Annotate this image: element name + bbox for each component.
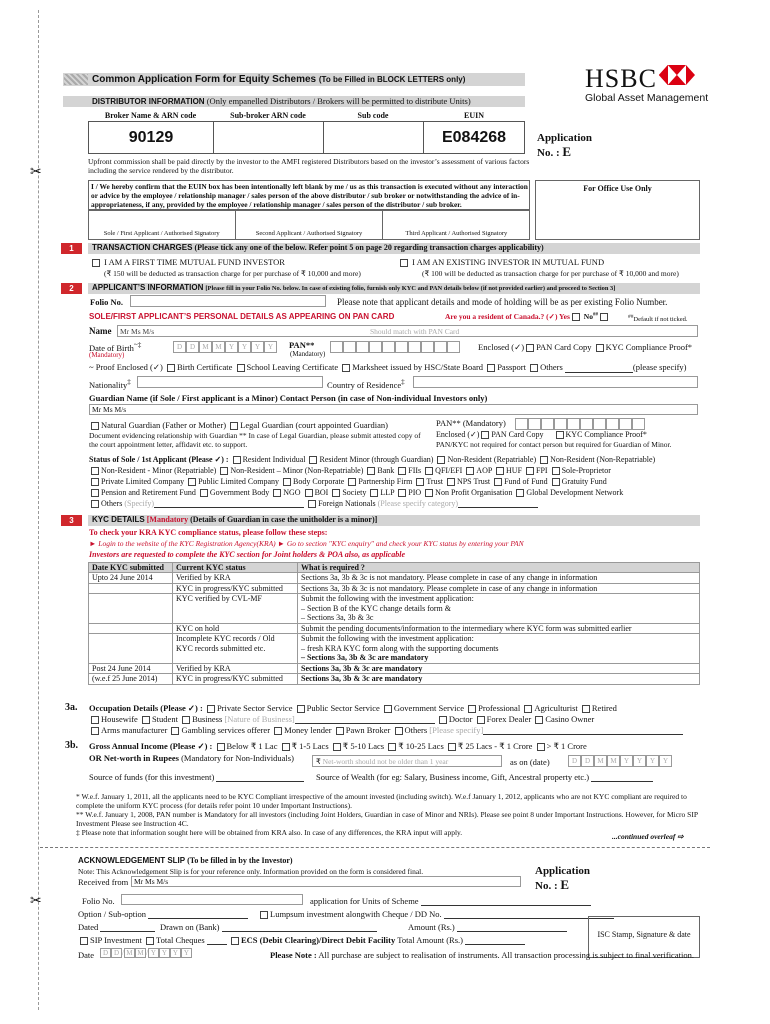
sign2-label: Second Applicant / Authorised Signatory (255, 230, 363, 237)
occupation-checkbox[interactable] (207, 705, 215, 713)
guardian-name-input[interactable]: Mr Ms M/s (89, 404, 698, 415)
status-checkbox[interactable] (91, 489, 99, 497)
status-checkbox[interactable] (91, 467, 99, 475)
footnotes: * W.e.f. January 1, 2011, all the applicants need to be KYC Compliant irrespective of the amount invested (including switch). W.e.f January 1, 2012, applicants who are not KYC compliant are required to complete the uniform KYC process (for details refer point 10 under Important Instructions). ** W.e.f. January 1, 2008, PAN number is Mandatory for all investors (including Joint Holders, Guardian in case of Minor and NRIs). Please see point 8 under Important Instructions. However, for Micro SIP Investment Please see Instruction 4C. ‡ Please note that information sought here will be obtained from KRA also. In case of any differences, the KRA input will apply. (76, 792, 698, 837)
status-checkbox[interactable] (516, 489, 524, 497)
occupation-checkbox[interactable] (171, 727, 179, 735)
marksheet-checkbox[interactable] (342, 364, 350, 372)
status-checkbox[interactable] (494, 478, 502, 486)
folio-input[interactable] (130, 295, 326, 307)
arn-code[interactable]: 90129 (89, 122, 214, 153)
occupation-checkbox[interactable] (91, 716, 99, 724)
occupation-checkbox[interactable] (535, 716, 543, 724)
hexagon-logo-icon (659, 65, 695, 85)
income-checkbox[interactable] (217, 743, 225, 751)
status-checkbox[interactable] (526, 467, 534, 475)
status-checkbox[interactable] (425, 489, 433, 497)
existing-investor-checkbox[interactable] (400, 259, 408, 267)
ack-folio-input[interactable] (121, 894, 303, 905)
status-checkbox[interactable] (188, 478, 196, 486)
section-3-tag: 3 (61, 515, 82, 526)
section-2-tag: 2 (61, 283, 82, 294)
sip-checkbox[interactable] (80, 937, 88, 945)
residence-input[interactable] (413, 376, 698, 388)
status-checkbox[interactable] (398, 467, 406, 475)
application-number: E (562, 144, 572, 159)
income-checkbox[interactable] (537, 743, 545, 751)
hsbc-logo: HSBC Global Asset Management (585, 64, 709, 104)
isc-stamp-label: ISC Stamp, Signature & date (597, 930, 691, 939)
birth-certificate-checkbox[interactable] (167, 364, 175, 372)
office-use-label: For Office Use Only (583, 184, 652, 193)
occupation-checkbox[interactable] (384, 705, 392, 713)
pan-input[interactable] (330, 341, 460, 355)
occupation-checkbox[interactable] (182, 716, 190, 724)
cut-line-h (40, 847, 710, 848)
scissors-icon: ✂ (30, 165, 42, 180)
natural-guardian-checkbox[interactable] (91, 422, 99, 430)
scissors-icon: ✂ (30, 894, 42, 909)
status-checkbox[interactable] (233, 456, 241, 464)
form-title: Common Application Form for Equity Schemes (92, 74, 317, 85)
occupation-checkbox[interactable] (524, 705, 532, 713)
application-label: Application (537, 132, 593, 144)
subbroker-arn-field[interactable] (214, 122, 324, 153)
school-leaving-checkbox[interactable] (237, 364, 245, 372)
name-input[interactable]: Mr Ms M/s Should match with PAN Card (117, 325, 698, 337)
others-proof-checkbox[interactable] (530, 364, 538, 372)
occupation-checkbox[interactable] (336, 727, 344, 735)
status-checkbox[interactable] (309, 456, 317, 464)
income-checkbox[interactable] (282, 743, 290, 751)
status-checkbox[interactable] (367, 467, 375, 475)
euin-declaration: I / We hereby confirm that the EUIN box has been intentionally left blank by me / us as this transaction is executed without any interaction or advice by the employee / relationship manager / sales person of the above distributor / sub broker or notwithstanding the advice of in-appropriateness, if any, provided by the employee / relationship manager / sales person of the distributor / sub broker. (91, 182, 528, 209)
kyc-table: Date KYC submitted Current KYC status What is required ? Upto 24 June 2014 Verified by KRA Sections 3a, 3b & 3c is not mandatory. Please complete in case of any change in information KYC in progress/KYC submitted Sections 3a, 3b & 3c is not mandatory. Please complete in case of any change in information KYC verified by CVL-MF Submit the following with the investment application: – Section B of the KYC change details form & – Sections 3a, 3b & 3c KYC on hold Submit the pending documents/information to the intermediary where KYC form was submitted earlier Incomplete KYC records / Old KYC records submitted etc. Submit the following with the investment application: – fresh KRA KYC form along with the supporting documents – Sections 3a, 3b & 3c are mandatory Post 24 June 2014 Verified by KRA Sections 3a, 3b & 3c are mandatory (w.e.f 25 June 2014) KYC in progress/KYC submitted Sections 3a, 3b & 3c are mandatory (88, 562, 700, 685)
upfront-note: Upfront commission shall be paid directly by the investor to the AMFI registered Distributors based on the investor’s assessment of various factors including the service rendered by the distributor. (88, 157, 530, 175)
status-checkbox[interactable] (283, 478, 291, 486)
dob-input[interactable]: D D M M Y Y Y Y (173, 341, 277, 353)
legal-guardian-checkbox[interactable] (230, 422, 238, 430)
income-checkbox[interactable] (333, 743, 341, 751)
occupation-checkbox[interactable] (439, 716, 447, 724)
ecs-checkbox[interactable] (231, 937, 239, 945)
occupation-checkbox[interactable] (395, 727, 403, 735)
distributor-table: Broker Name & ARN code Sub-broker ARN code Sub code EUIN (104, 110, 484, 120)
kyc-proof-checkbox[interactable] (596, 344, 604, 352)
status-checkbox[interactable] (540, 456, 548, 464)
cut-line (38, 10, 39, 1010)
subcode-field[interactable] (324, 122, 424, 153)
occupation-checkbox[interactable] (91, 727, 99, 735)
nationality-input[interactable] (137, 376, 323, 388)
occupation-checkbox[interactable] (468, 705, 476, 713)
received-from-input[interactable]: Mr Ms M/s (131, 876, 521, 887)
status-checkbox[interactable] (200, 489, 208, 497)
form-title-note: (To be Filled in BLOCK LETTERS only) (318, 75, 466, 84)
networth-input[interactable]: ₹ Net-worth should not be older than 1 year (312, 755, 502, 767)
status-checkbox[interactable] (273, 489, 281, 497)
status-checkbox[interactable] (332, 489, 340, 497)
occupation-checkbox[interactable] (142, 716, 150, 724)
doc-note: Document evidencing relationship with Guardian ** In case of Legal Guardian, please submit attested copy of the court appointment letter, affidavit etc. to support. (89, 431, 421, 449)
passport-checkbox[interactable] (487, 364, 495, 372)
status-checkbox[interactable] (348, 478, 356, 486)
guardian-kyc-proof-checkbox[interactable] (556, 431, 564, 439)
occupation-checkbox[interactable] (274, 727, 282, 735)
foreign-nationals-checkbox[interactable] (308, 500, 316, 508)
sign1-label: Sole / First Applicant / Authorised Signatory (103, 230, 220, 237)
status-checkbox[interactable] (91, 478, 99, 486)
canada-yes-checkbox[interactable] (572, 313, 580, 321)
status-checkbox[interactable] (552, 478, 560, 486)
status-checkbox[interactable] (437, 456, 445, 464)
occupation-checkbox[interactable] (477, 716, 485, 724)
ack-date-input[interactable]: D D / M M / Y Y Y Y (100, 948, 192, 958)
arrow-icon: ⇨ (677, 832, 684, 841)
occupation-checkbox[interactable] (582, 705, 590, 713)
section-1-tag: 1 (61, 243, 82, 254)
guardian-pan-copy-checkbox[interactable] (481, 431, 489, 439)
occupation-checkbox[interactable] (297, 705, 305, 713)
status-checkbox[interactable] (416, 478, 424, 486)
status-checkbox[interactable] (425, 467, 433, 475)
total-cheques-checkbox[interactable] (146, 937, 154, 945)
status-checkbox[interactable] (305, 489, 313, 497)
networth-date-input[interactable]: D D M M Y Y Y Y (568, 755, 672, 767)
status-checkbox[interactable] (447, 478, 455, 486)
status-checkbox[interactable] (496, 467, 504, 475)
status-checkbox[interactable] (398, 489, 406, 497)
first-time-investor-checkbox[interactable] (92, 259, 100, 267)
pan-copy-checkbox[interactable] (526, 344, 534, 352)
income-checkbox[interactable] (448, 743, 456, 751)
income-checkbox[interactable] (388, 743, 396, 751)
status-others-checkbox[interactable] (91, 500, 99, 508)
lumpsum-checkbox[interactable] (260, 911, 268, 919)
status-checkbox[interactable] (370, 489, 378, 497)
sign3-label: Third Applicant / Authorised Signatory (405, 230, 508, 237)
status-checkbox[interactable] (466, 467, 474, 475)
canada-no-checkbox[interactable] (600, 313, 608, 321)
euin-code[interactable]: E084268 (424, 122, 524, 153)
status-checkbox[interactable] (220, 467, 228, 475)
distributor-heading: DISTRIBUTOR INFORMATION (92, 97, 205, 106)
status-checkbox[interactable] (552, 467, 560, 475)
